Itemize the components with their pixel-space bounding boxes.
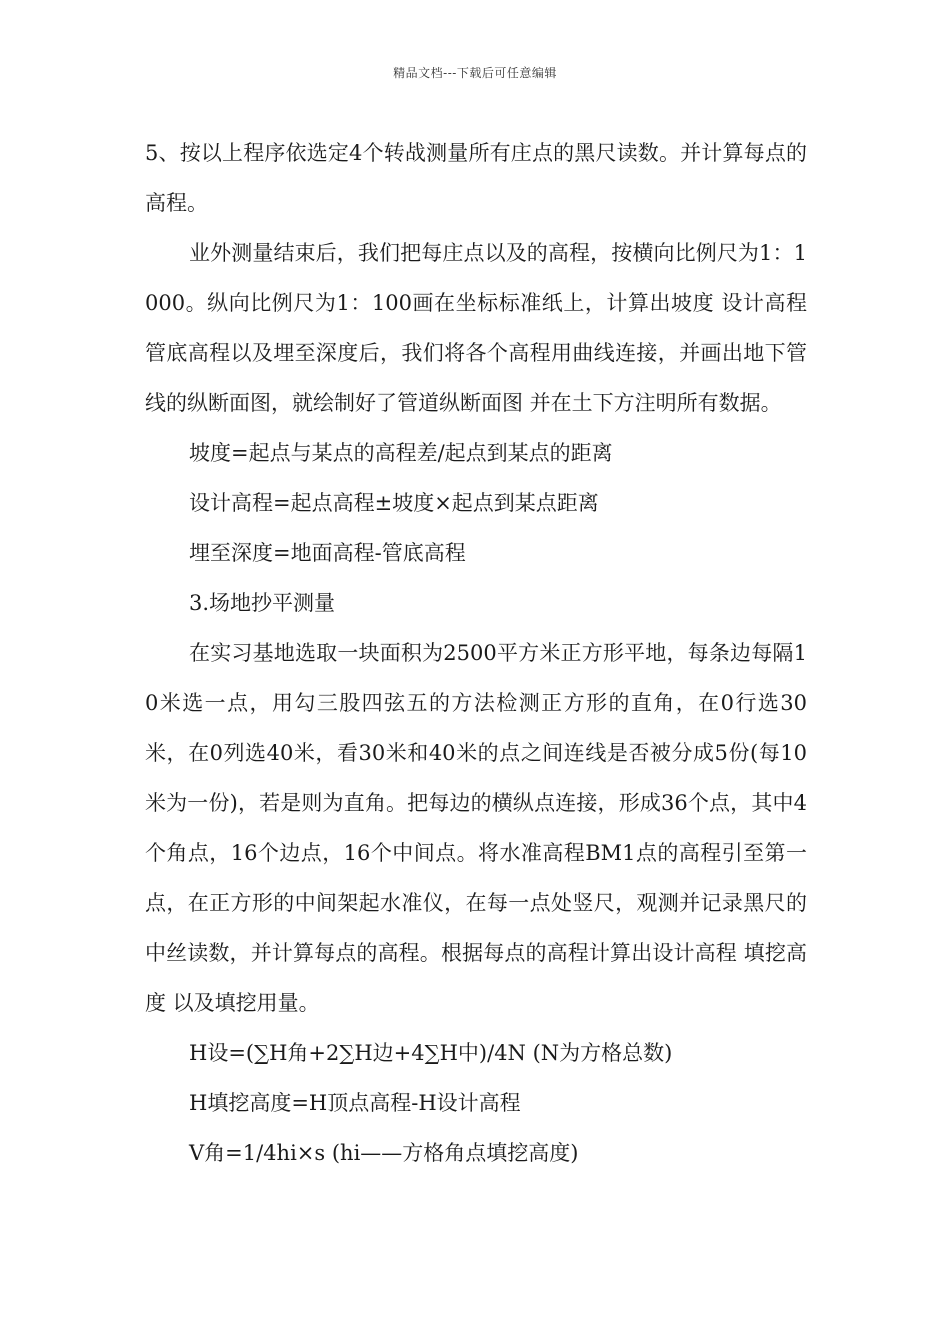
page-header: 精品文档---下载后可任意编辑 xyxy=(393,66,557,80)
formula-slope: 坡度=起点与某点的高程差/起点到某点的距离 xyxy=(189,441,613,465)
formula-burial-depth: 埋至深度=地面高程-管底高程 xyxy=(189,541,466,565)
paragraph-step-5: 5、按以上程序依选定4个转战测量所有庄点的黑尺读数。并计算每点的高程。 xyxy=(145,141,807,215)
formula-fill-cut-height: H填挖高度=H顶点高程-H设计高程 xyxy=(189,1091,521,1115)
section-heading-site-leveling: 3.场地抄平测量 xyxy=(189,591,336,615)
paragraph-site-leveling-method: 在实习基地选取一块面积为2500平方米正方形平地，每条边每隔10米选一点，用勾三股四弦五的方法检测正方形的直角，在0行选30米，在0列选40米，看30米和40米的点之间连线是否被分成5份(每10米为一份)，若是则为直角。把每边的横纵点连接，形成36个点，其中4个角点，16个边点，16个中间点。将水准高程BM1点的高程引至第一点，在正方形的中间架起水准仪，在每一点处竖尺，观测并记录黑尺的中丝读数，并计算每点的高程。根据每点的高程计算出设计高程 填挖高度 以及填挖用量。 xyxy=(145,641,807,1015)
formula-v-corner: V角=1/4hi×s (hi——方格角点填挖高度) xyxy=(189,1141,579,1165)
document-body xyxy=(145,128,807,1178)
paragraph-field-survey-summary: 业外测量结束后，我们把每庄点以及的高程，按横向比例尺为1：1000。纵向比例尺为1：100画在坐标标准纸上，计算出坡度 设计高程 管底高程以及埋至深度后，我们将各个高程用曲线连接，并画出地下管线的纵断面图，就绘制好了管道纵断面图 并在土下方注明所有数据。 xyxy=(145,241,807,415)
formula-h-design: H设=(∑H角+2∑H边+4∑H中)/4N (N为方格总数) xyxy=(189,1041,673,1065)
formula-design-elevation: 设计高程=起点高程±坡度×起点到某点距离 xyxy=(189,491,599,515)
